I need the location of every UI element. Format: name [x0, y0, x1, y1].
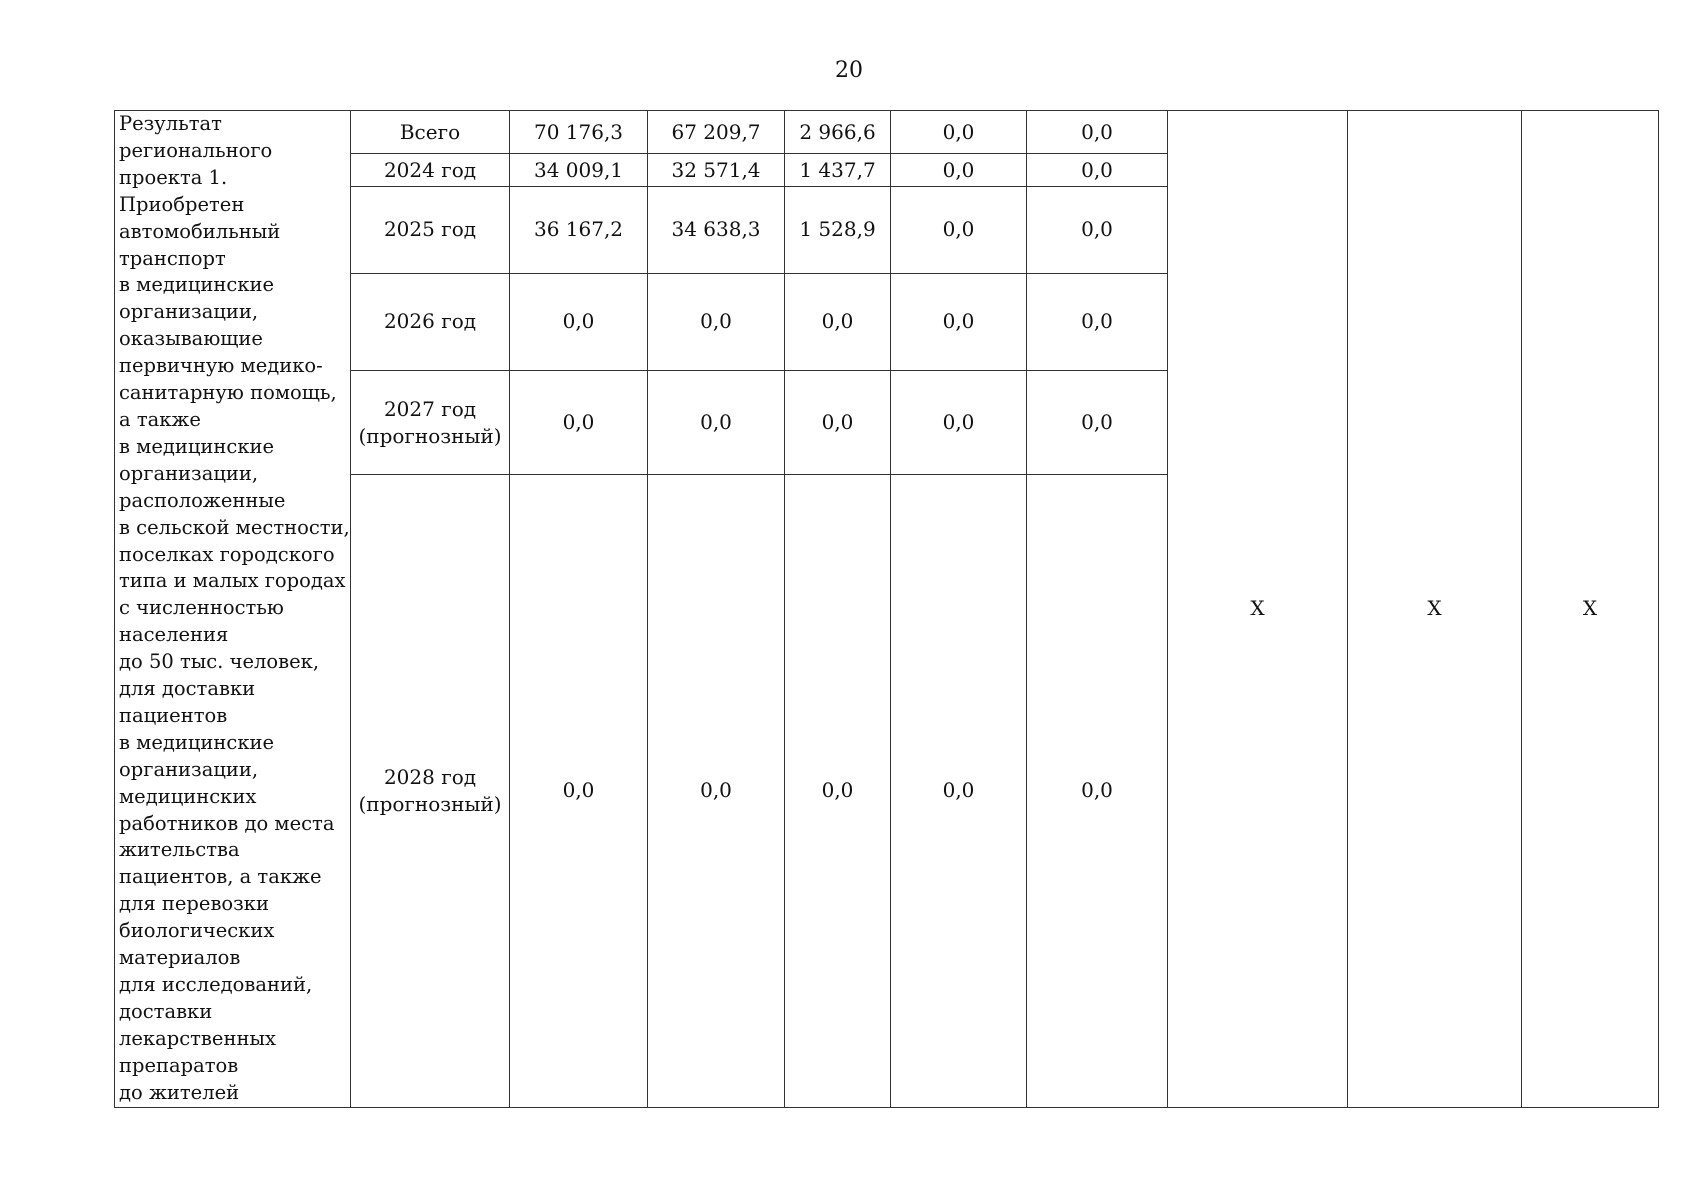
period-cell	[351, 111, 510, 154]
value-cell	[648, 154, 785, 187]
value-cell	[510, 475, 648, 1107]
value-cell	[785, 187, 891, 273]
value-text: 0,0	[562, 410, 595, 435]
mark-x: Х	[1582, 596, 1598, 621]
period-label: 2025 год	[383, 217, 477, 242]
description-line: доставки	[119, 999, 213, 1023]
value-cell	[510, 111, 648, 154]
value-cell	[891, 273, 1027, 370]
value-cell	[510, 370, 648, 474]
value-cell	[785, 111, 891, 154]
period-label: Всего	[399, 119, 461, 144]
value-text: 0,0	[1081, 119, 1113, 144]
description-line: Результат	[119, 112, 222, 135]
value-cell	[1027, 370, 1168, 474]
value-cell	[648, 187, 785, 273]
value-text: 1 528,9	[799, 217, 876, 242]
description-line: для перевозки	[119, 892, 269, 916]
result-description-cell	[115, 111, 351, 1108]
value-text: 67 209,7	[671, 119, 761, 144]
description-line: лекарственных	[119, 1026, 276, 1050]
mark-cell	[1348, 111, 1522, 1108]
value-text: 34 009,1	[533, 157, 624, 182]
value-text: 0,0	[1081, 410, 1113, 435]
value-cell	[510, 187, 648, 273]
value-cell	[1027, 111, 1168, 154]
mark-cell	[1522, 111, 1659, 1108]
period-cell	[351, 475, 510, 1107]
period-label: 2028 год	[383, 764, 477, 789]
description-line: до 50 тыс. человек,	[119, 650, 320, 674]
value-cell	[510, 273, 648, 370]
description-line: препаратов	[119, 1053, 239, 1077]
description-line: а также	[119, 407, 201, 431]
period-cell	[351, 154, 510, 187]
value-cell	[1027, 187, 1168, 273]
value-cell	[1027, 273, 1168, 370]
value-text: 0,0	[1081, 778, 1113, 803]
value-cell	[1027, 154, 1168, 187]
period-cell	[351, 273, 510, 370]
value-text: 0,0	[942, 119, 975, 144]
value-text: 0,0	[942, 217, 975, 242]
period-label: 2024 год	[383, 157, 477, 182]
description-line: для исследований,	[119, 973, 313, 996]
description-line: автомобильный	[119, 219, 281, 243]
mark-x: Х	[1427, 596, 1442, 621]
page-number: 20	[835, 58, 863, 83]
value-text: 0,0	[700, 410, 732, 435]
value-text: 0,0	[942, 309, 975, 334]
value-cell	[1027, 475, 1168, 1107]
description-line: организации,	[119, 300, 259, 324]
value-text: 70 176,3	[533, 119, 624, 144]
value-text: 0,0	[942, 410, 975, 435]
description-line: в сельской местности,	[119, 515, 350, 539]
period-label: 2026 год	[383, 309, 477, 334]
value-text: 36 167,2	[533, 217, 624, 242]
result-description-text	[119, 111, 350, 1107]
description-line: биологических	[119, 919, 275, 943]
description-line: для доставки	[119, 677, 256, 701]
description-line: оказывающие	[119, 327, 263, 351]
description-line: организации,	[119, 461, 259, 485]
description-line: организации,	[119, 757, 259, 781]
value-text: 0,0	[1081, 217, 1113, 242]
value-cell	[648, 370, 785, 474]
description-line: регионального	[119, 138, 273, 162]
value-text: 0,0	[700, 778, 732, 803]
value-cell	[891, 370, 1027, 474]
description-line: материалов	[119, 946, 241, 970]
value-text: 34 638,3	[671, 217, 761, 242]
value-text: 0,0	[1081, 309, 1113, 334]
value-text: 0,0	[562, 778, 595, 803]
mark-cell	[1168, 111, 1348, 1108]
description-line: типа и малых городах	[119, 569, 346, 593]
description-line: с численностью	[119, 596, 284, 620]
description-line: поселках городского	[119, 542, 335, 566]
value-text: 0,0	[1081, 157, 1113, 182]
description-line: в медицинские	[119, 730, 275, 754]
description-line: в медицинские	[119, 273, 275, 297]
description-line: медицинских	[119, 784, 257, 808]
mark-x: Х	[1250, 596, 1265, 621]
value-text: 0,0	[562, 309, 595, 334]
description-line: жительства	[119, 838, 240, 862]
value-cell	[785, 475, 891, 1107]
budget-table	[114, 110, 1659, 1108]
value-cell	[891, 154, 1027, 187]
description-line: расположенные	[119, 488, 286, 512]
description-line: Приобретен	[119, 192, 245, 216]
value-text: 0,0	[821, 778, 854, 803]
value-cell	[648, 273, 785, 370]
value-text: 0,0	[821, 410, 854, 435]
value-text: 2 966,6	[799, 119, 876, 144]
description-line: в медицинские	[119, 434, 275, 458]
value-text: 0,0	[942, 157, 975, 182]
value-cell	[891, 475, 1027, 1107]
value-cell	[648, 475, 785, 1107]
value-text: 0,0	[700, 309, 732, 334]
value-text: 0,0	[821, 309, 854, 334]
description-line: работников до места	[119, 811, 335, 835]
value-cell	[891, 111, 1027, 154]
value-text: 32 571,4	[671, 157, 761, 182]
value-cell	[785, 154, 891, 187]
value-cell	[785, 273, 891, 370]
description-line: населения	[119, 623, 229, 647]
description-line: до жителей	[119, 1080, 240, 1104]
description-line: первичную медико-	[119, 354, 323, 378]
period-cell	[351, 370, 510, 474]
value-cell	[785, 370, 891, 474]
period-note: (прогнозный)	[358, 791, 502, 816]
period-label: 2027 год	[383, 396, 477, 421]
description-line: проекта 1.	[119, 165, 228, 189]
description-line: транспорт	[119, 246, 226, 270]
value-text: 1 437,7	[799, 157, 876, 182]
value-cell	[510, 154, 648, 187]
period-cell	[351, 187, 510, 273]
value-cell	[891, 187, 1027, 273]
description-line: санитарную помощь,	[119, 381, 337, 405]
description-line: пациентов	[119, 703, 228, 727]
period-note: (прогнозный)	[358, 423, 502, 448]
table-row-total	[115, 111, 1659, 154]
description-line: пациентов, а также	[119, 865, 322, 889]
value-cell	[648, 111, 785, 154]
value-text: 0,0	[942, 778, 975, 803]
